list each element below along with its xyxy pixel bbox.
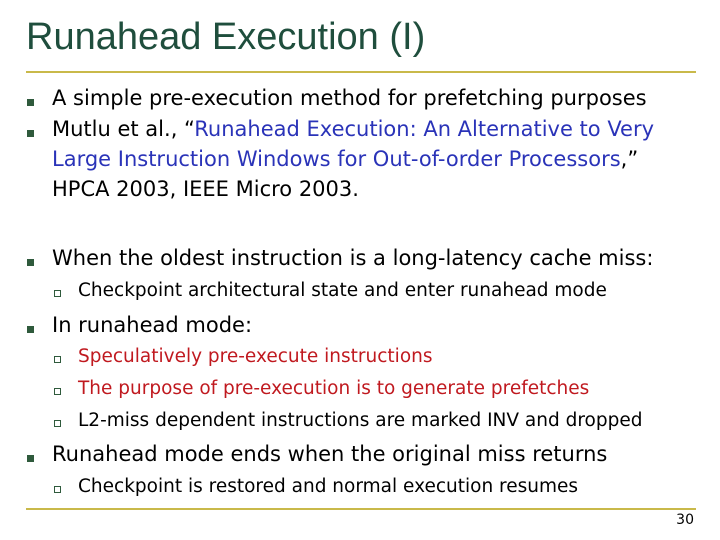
citation-line-1 (52, 117, 654, 141)
sub-bullet-hollow-square-icon (54, 356, 61, 363)
sub-bullet-hollow-square-icon (54, 388, 61, 395)
page-number: 30 (676, 512, 694, 528)
sub-bullet-text: Checkpoint architectural state and enter runahead mode (78, 280, 607, 301)
title-divider (26, 71, 696, 73)
paper-link-part2[interactable]: Large Instruction Windows for Out-of-order Processors (52, 147, 621, 171)
bullet-square-icon (27, 326, 34, 333)
citation-line-2 (52, 147, 638, 171)
bullet-square-icon (27, 259, 34, 266)
bullet-text: A simple pre-execution method for prefetching purposes (52, 86, 647, 110)
sub-bullet-text: Speculatively pre-execute instructions (78, 346, 433, 367)
footer-divider (26, 508, 696, 510)
sub-bullet-hollow-square-icon (54, 290, 61, 297)
citation-prefix: Mutlu et al., “ (52, 117, 195, 141)
sub-bullet-text: The purpose of pre-execution is to generate prefetches (78, 378, 590, 399)
citation-venue: HPCA 2003, IEEE Micro 2003. (52, 177, 359, 201)
sub-bullet-hollow-square-icon (54, 420, 61, 427)
bullet-text: In runahead mode: (52, 313, 253, 337)
sub-bullet-text: L2-miss dependent instructions are marked INV and dropped (78, 410, 643, 431)
bullet-square-icon (27, 455, 34, 462)
paper-link-part1[interactable]: Runahead Execution: An Alternative to Very (194, 117, 655, 141)
sub-bullet-hollow-square-icon (54, 486, 61, 493)
bullet-square-icon (27, 99, 34, 106)
bullet-text: When the oldest instruction is a long-latency cache miss: (52, 246, 654, 270)
citation-suffix: ,” (620, 147, 639, 171)
sub-bullet-text: Checkpoint is restored and normal execution resumes (78, 476, 579, 497)
slide-title: Runahead Execution (I) (26, 16, 426, 58)
bullet-square-icon (27, 130, 34, 137)
bullet-text: Runahead mode ends when the original miss returns (52, 442, 608, 466)
